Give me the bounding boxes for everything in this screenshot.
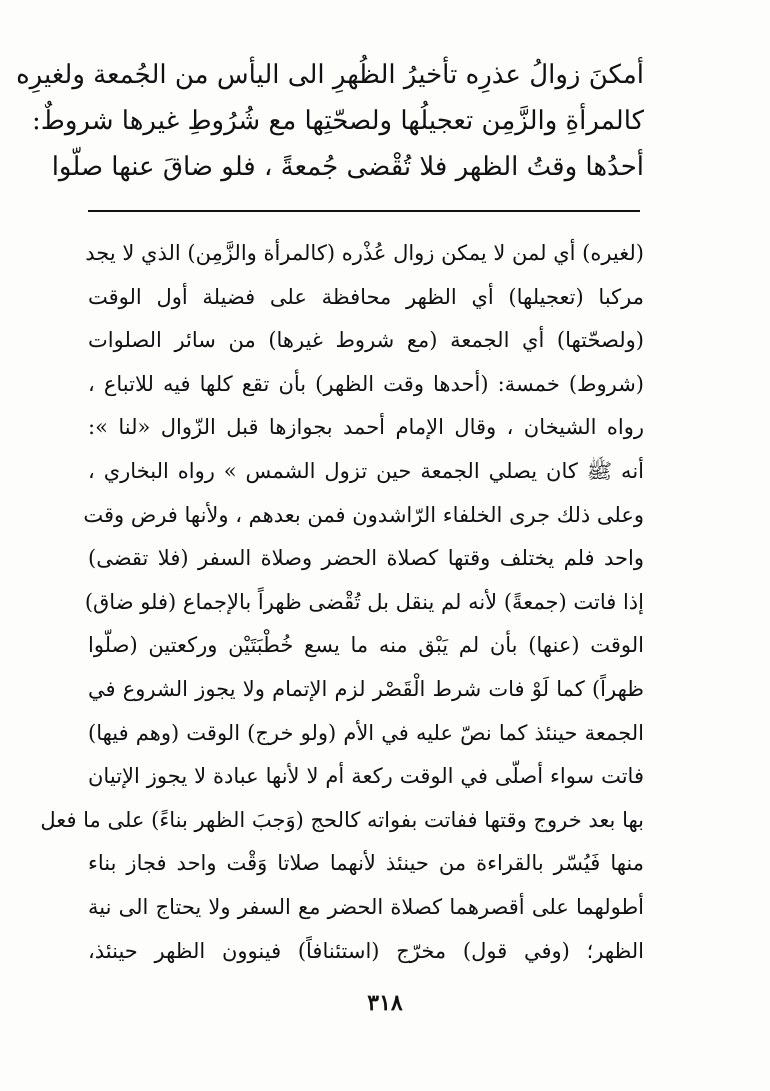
commentary-line: (شروط) خمسة: (أحدها وقت الظهر) بأن تقع كلها فيه للاتباع ، [88, 371, 644, 396]
commentary-line: مركبا (تعجيلها) أي الظهر محافظة على فضيلة أول الوقت [88, 284, 644, 309]
main-text-line: أمكنَ زوالُ عذرِه تأخيرُ الظُهرِ الى اليأس من الجُمعة ولغيرِه [16, 60, 644, 90]
separator-rule [88, 210, 640, 212]
commentary-line: فاتت سواء أصلّى في الوقت ركعة أم لا لأنها عبادة لا يجوز الإتيان [88, 764, 644, 789]
main-text-line: كالمرأةِ والزَّمِن تعجيلُها ولصحّتِها مع شُرُوطِ غيرها شروطٌ: [32, 106, 644, 136]
main-text-line: أحدُها وقتُ الظهر فلا تُقْضى جُمعةً ، فلو ضاقَ عنها صلّوا [51, 152, 644, 182]
commentary-line: واحد فلم يختلف وقتها كصلاة الحضر وصلاة السفر (فلا تقضى) [88, 546, 644, 571]
commentary-line: إذا فاتت (جمعةً) لأنه لم ينقل بل تُقْضى ظهراً بالإجماع (فلو ضاق) [84, 589, 644, 614]
commentary-line: (لغيره) أي لمن لا يمكن زوال عُذْره (كالمرأة والزَّمِن) الذي لا يجد [85, 241, 644, 265]
commentary-line: أطولهما على أقصرهما كصلاة الحضر مع السفر ولا يحتاج الى نية [88, 894, 644, 919]
commentary-line: رواه الشيخان ، وقال الإمام أحمد بجوازها قبل الزّوال «لنا »: [88, 415, 644, 440]
main-text-block [16, 52, 644, 190]
commentary-line: وعلى ذلك جرى الخلفاء الرّاشدون فمن بعدهم ، ولأنها فرض وقت [83, 502, 644, 527]
commentary-line: الظهر؛ (وفي قول) مخرّج (استئنافاً) فينوون الظهر حينئذ، [88, 938, 644, 963]
commentary-line: الجمعة حينئذ كما نصّ عليه في الأم (ولو خرج) الوقت (وهم فيها) [88, 720, 644, 745]
commentary-block [40, 232, 644, 973]
commentary-line: (ولصحّتها) أي الجمعة (مع شروط غيرها) من سائر الصلوات [88, 328, 644, 353]
commentary-line: أنه ﷺ كان يصلي الجمعة حين تزول الشمس » رواه البخاري ، [88, 458, 644, 483]
commentary-line: ظهراً) كما لَوْ فات شرط الْقَصْر لزم الإتمام ولا يجوز الشروع في [88, 676, 644, 701]
page-number: ٣١٨ [367, 990, 403, 1016]
commentary-line: منها فَيُسّر بالقراءة من حينئذ لأنهما صلاتا وَقْت واحد فجاز بناء [88, 851, 644, 876]
commentary-line: بها بعد خروج وقتها ففاتت بفواته كالحج (وَجبَ الظهر بناءً) على ما فعل [40, 807, 644, 832]
commentary-line: الوقت (عنها) بأن لم يَبْق منه ما يسع خُطْبَتَيْن وركعتين (صلّوا [88, 633, 644, 658]
